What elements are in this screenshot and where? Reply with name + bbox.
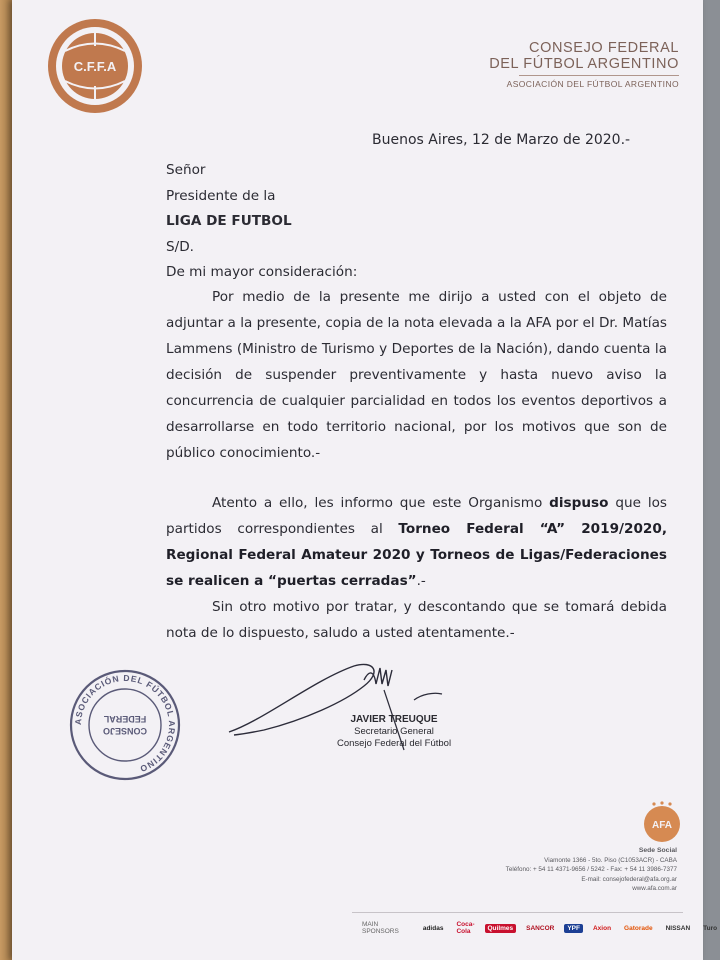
official-seal-icon [68,668,182,782]
paragraph-2 [166,490,667,594]
sponsor-logo: NISSAN [665,924,691,932]
org-divider [519,75,679,76]
afa-logo-text: AFA [652,820,672,831]
p2-bold-tournaments: Torneo Federal “A” 2019/2020, Regional Federal Amateur 2020 y Torneos de Ligas/Federaciones se realicen a “puertas cerradas” [166,521,667,589]
signatory-name: JAVIER TREUQUE [350,714,438,725]
organization-header [489,40,679,89]
cffa-logo-icon [45,16,145,116]
recipient-org: LIGA DE FUTBOL [166,213,292,229]
footer-phone: Teléfono: + 54 11 4371-9656 / 5242 - Fax: + 54 11 3986-7377 [505,866,677,873]
paragraph-1: Por medio de la presente me dirijo a usted con el objeto de adjuntar a la presente, copia de la nota elevada a la AFA por el Dr. Matías Lammens (Ministro de Turismo y Deportes de la Nación), dando cuenta la decisión de suspender preventivamente y hasta nuevo aviso la concurrencia de cualquier parcialidad en todos los eventos deportivos a desarrollarse en todo territorio nacional, por los motivos que son de público conocimiento.- [166,289,667,461]
org-line-2: DEL FÚTBOL ARGENTINO [489,56,679,72]
sponsor-logo: YPF [564,924,583,933]
sponsors-bar [362,920,720,936]
sponsor-logo: adidas [422,924,444,932]
paragraph-3: Sin otro motivo por tratar, y descontando que se tomará debida nota de lo dispuesto, saludo a usted atentamente.- [166,599,667,641]
afa-logo-icon [640,800,684,844]
footer-divider [352,912,683,913]
letter-date: Buenos Aires, 12 de Marzo de 2020.- [372,132,631,148]
sponsors-label: MAIN SPONSORS [362,921,399,935]
seal-inner-line-2: FEDERAL [103,714,147,724]
org-line-1: CONSEJO FEDERAL [529,40,679,56]
letter-page [12,0,718,960]
org-line-3: ASOCIACIÓN DEL FÚTBOL ARGENTINO [506,79,679,89]
sponsor-logo: Coca-Cola [456,921,475,935]
p2-bold-dispuso: dispuso [549,495,609,511]
footer-email: E-mail: consejofederal@afa.org.ar [581,875,677,883]
signatory-org: Consejo Federal del Fútbol [337,738,452,749]
logo-text: C.F.F.A [73,59,117,74]
signatory-role: Secretario General [354,726,434,737]
footer-contact [506,846,677,894]
salutation: Señor [166,162,206,178]
seal-inner-line-1: CONSEJO [102,726,148,736]
sponsor-logo: Quilmes [485,924,517,933]
greeting: De mi mayor consideración: [166,264,358,280]
p2-text-e: .- [416,573,426,589]
recipient-title: Presidente de la [166,188,276,204]
seal-outer-text: ASOCIACIÓN DEL FÚTBOL ARGENTINO [72,672,178,775]
p2-text-a: Atento a ello, les informo que este Organismo [212,495,550,511]
signature-block [337,714,451,750]
sponsor-logo: Axion [592,924,612,932]
sponsor-logo: Turo [703,924,718,932]
desk-edge [0,0,12,960]
p2-text-c: que los partidos correspondientes al [166,495,667,537]
sponsor-logo: Gatorade [624,924,653,932]
sponsor-logo: SANCOR [526,924,555,932]
footer-web: www.afa.com.ar [632,885,677,892]
sd-line: S/D. [166,239,194,255]
footer-title: Sede Social [638,847,677,854]
footer-address: Viamonte 1366 - 5to. Piso (C1053ACR) - CABA [544,856,677,864]
